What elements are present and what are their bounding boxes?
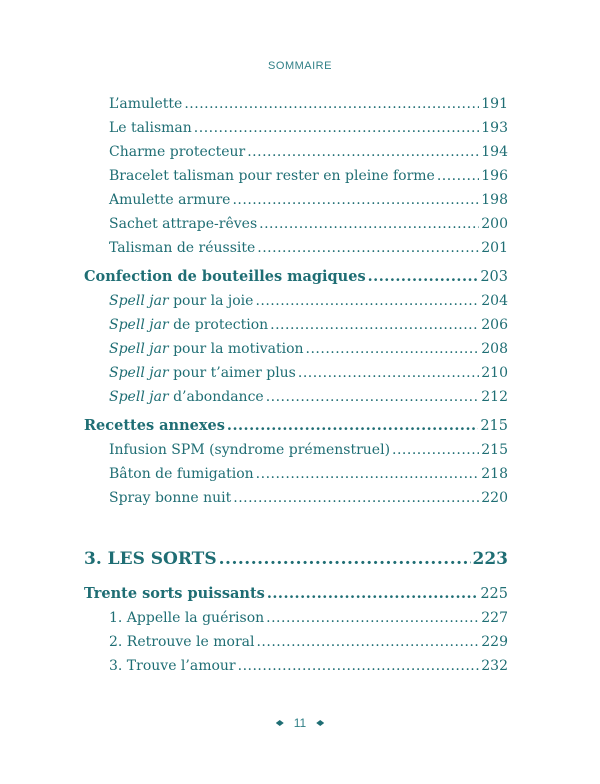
page-number: 11 [293, 716, 307, 730]
toc-leader-dots [255, 289, 479, 313]
toc-entry-label [109, 654, 236, 678]
toc-entry-label [109, 313, 268, 337]
toc-entry [84, 116, 508, 140]
toc-entry-label-italic: Spell jar [109, 365, 169, 381]
toc-entry [84, 164, 508, 188]
toc-entry-label-text: Talisman de réussite [109, 240, 256, 256]
toc-page-number: 198 [481, 192, 508, 208]
toc-entry-label [84, 582, 265, 606]
toc-page-number: 215 [481, 442, 508, 458]
toc-leader-dots [259, 212, 479, 236]
toc-entry-label [109, 486, 231, 510]
toc-leader-dots [257, 236, 479, 260]
toc-entry-label [84, 544, 217, 574]
toc-page-number: 203 [480, 269, 508, 285]
toc-leader-dots [437, 164, 479, 188]
toc-page-number: 193 [481, 120, 508, 136]
toc-entry-label [109, 140, 245, 164]
toc-entry-label-text: Infusion SPM (syndrome prémenstruel) [109, 442, 391, 458]
toc-entry-label-text: pour t’aimer plus [168, 365, 296, 381]
toc-page-number: 225 [480, 586, 508, 602]
toc-entry-label [84, 414, 225, 438]
toc-page-number: 201 [481, 240, 508, 256]
toc-entry [84, 236, 508, 260]
toc-leader-dots [306, 337, 480, 361]
toc-entry-label-text: Bâton de fumigation [109, 466, 254, 482]
toc-entry-label [109, 630, 254, 654]
toc-section-entry [84, 582, 508, 606]
toc-entry-label-text: Recettes annexes [84, 417, 225, 434]
toc-entry-label-text: 1. Appelle la guérison [109, 610, 265, 626]
toc-entry-label-italic: Spell jar [109, 341, 169, 357]
toc-page-number: 215 [480, 418, 508, 434]
toc-leader-dots [256, 630, 479, 654]
toc-entry [84, 438, 508, 462]
toc-page-number: 210 [481, 365, 508, 381]
toc-entry-label [109, 236, 255, 260]
toc-page-number: 204 [481, 293, 508, 309]
toc-entry-label-text: Sachet attrape-rêves [109, 216, 258, 232]
toc-page-number: 227 [481, 610, 508, 626]
toc-leader-dots [270, 313, 479, 337]
toc-entry-label [109, 212, 257, 236]
toc-leader-dots [233, 486, 479, 510]
toc-entry [84, 606, 508, 630]
toc-entry-label-text: Amulette armure [109, 192, 231, 208]
toc-section-entry [84, 265, 508, 289]
toc-entry-label-text: L’amulette [109, 96, 183, 112]
toc-entry [84, 337, 508, 361]
toc-entry-label-text: Charme protecteur [109, 144, 246, 160]
toc-leader-dots [266, 385, 480, 409]
toc-page-number: 232 [481, 658, 508, 674]
toc-entry [84, 188, 508, 212]
toc-entry-label-text: 3. LES SORTS [84, 549, 217, 569]
toc-entry [84, 654, 508, 678]
toc-entry [84, 92, 508, 116]
toc-entry-label-text: Le talisman [109, 120, 192, 136]
toc-entry-label-text: pour la joie [168, 293, 254, 309]
toc-entry-label-text: 3. Trouve l’amour [109, 658, 236, 674]
toc-leader-dots [368, 265, 479, 289]
toc-page-number: 191 [481, 96, 508, 112]
toc-entry [84, 212, 508, 236]
toc-entry-label [109, 188, 230, 212]
toc-entry [84, 462, 508, 486]
toc-entry-label [109, 289, 253, 313]
toc-leader-dots [256, 462, 480, 486]
toc-page-number: 200 [481, 216, 508, 232]
toc-entry-label [109, 361, 296, 385]
toc-page-number: 208 [481, 341, 508, 357]
diamond-right-icon [316, 720, 324, 726]
table-of-contents [84, 92, 508, 678]
toc-page-number: 194 [481, 144, 508, 160]
toc-leader-dots [392, 438, 479, 462]
toc-entry-label-italic: Spell jar [109, 389, 169, 405]
toc-entry-label [84, 265, 366, 289]
toc-entry-label [109, 606, 264, 630]
toc-entry-label-italic: Spell jar [109, 293, 169, 309]
toc-leader-dots [238, 654, 480, 678]
toc-entry [84, 140, 508, 164]
toc-page-number: 218 [481, 466, 508, 482]
toc-entry-label [109, 438, 390, 462]
toc-section-entry [84, 414, 508, 438]
toc-entry-label [109, 337, 304, 361]
toc-entry-label-italic: Spell jar [109, 317, 169, 333]
toc-entry-label [109, 92, 182, 116]
toc-leader-dots [184, 92, 479, 116]
toc-entry-label-text: Spray bonne nuit [109, 490, 232, 506]
toc-leader-dots [219, 544, 471, 574]
diamond-left-icon [276, 720, 284, 726]
toc-entry [84, 486, 508, 510]
running-header: SOMMAIRE [268, 60, 332, 72]
toc-page-number: 196 [481, 168, 508, 184]
toc-page-number: 212 [481, 389, 508, 405]
toc-entry-label [109, 164, 435, 188]
toc-entry-label-text: Bracelet talisman pour rester en pleine forme [109, 168, 435, 184]
toc-entry [84, 289, 508, 313]
toc-entry-label [109, 385, 264, 409]
toc-part-entry [84, 544, 508, 574]
toc-leader-dots [194, 116, 479, 140]
toc-entry-label-text: d’abondance [168, 389, 264, 405]
toc-leader-dots [267, 582, 479, 606]
toc-leader-dots [232, 188, 479, 212]
page-footer [0, 716, 600, 730]
toc-leader-dots [298, 361, 479, 385]
toc-entry-label [109, 462, 254, 486]
toc-page-number: 229 [481, 634, 508, 650]
toc-entry-label-text: Trente sorts puissants [84, 585, 265, 602]
toc-entry-label-text: 2. Retrouve le moral [109, 634, 255, 650]
toc-entry-label-text: pour la motivation [168, 341, 304, 357]
toc-entry-label [109, 116, 192, 140]
toc-leader-dots [227, 414, 478, 438]
toc-entry-label-text: Confection de bouteilles magiques [84, 268, 366, 285]
toc-page-number: 223 [472, 549, 508, 569]
toc-entry [84, 361, 508, 385]
toc-entry [84, 630, 508, 654]
toc-entry [84, 385, 508, 409]
toc-leader-dots [266, 606, 479, 630]
toc-entry [84, 313, 508, 337]
toc-page-number: 206 [481, 317, 508, 333]
toc-entry-label-text: de protection [168, 317, 269, 333]
toc-leader-dots [247, 140, 479, 164]
toc-page-number: 220 [481, 490, 508, 506]
